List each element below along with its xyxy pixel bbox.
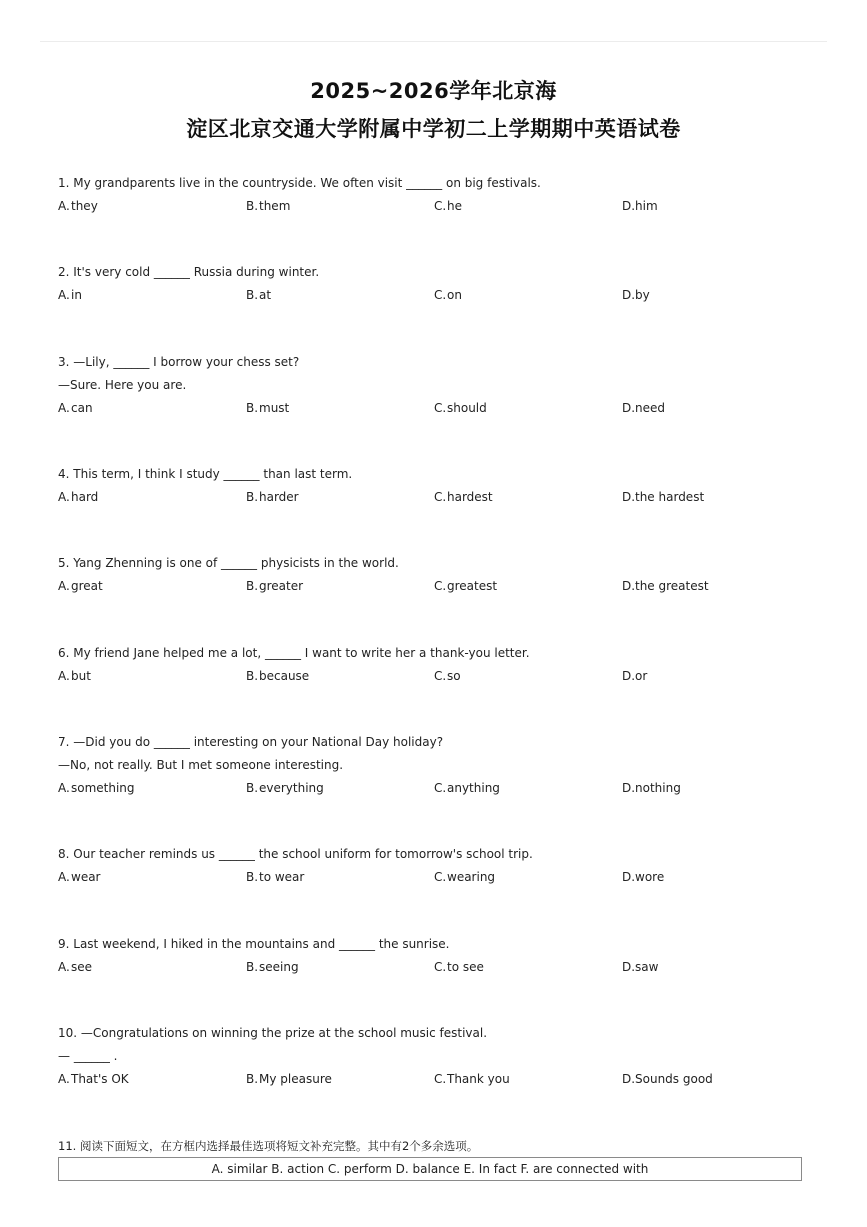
option-text: the hardest (635, 490, 705, 504)
option-text: wore (635, 870, 665, 884)
option-text: Sounds good (635, 1072, 713, 1086)
option-text: wearing (447, 870, 496, 884)
question-stem: 4. This term, I think I study ______ than last term. (58, 467, 353, 481)
option-d[interactable] (622, 1068, 713, 1091)
options-row (58, 486, 818, 509)
question-6 (58, 642, 818, 688)
options-row (58, 1068, 818, 1091)
option-key: D. (622, 960, 636, 974)
option-key: A. (58, 960, 70, 974)
option-text: wear (71, 870, 101, 884)
option-b[interactable] (246, 777, 324, 800)
question-stem: 5. Yang Zhenning is one of ______ physicists in the world. (58, 556, 399, 570)
question-7 (58, 731, 818, 800)
option-key: C. (434, 960, 447, 974)
option-b[interactable] (246, 195, 290, 218)
options-row (58, 195, 818, 218)
question-stem: 2. It's very cold ______ Russia during winter. (58, 265, 320, 279)
options-row (58, 397, 818, 420)
option-text: but (71, 669, 91, 683)
question-stem: 8. Our teacher reminds us ______ the school uniform for tomorrow's school trip. (58, 847, 533, 861)
option-key: D. (622, 401, 636, 415)
option-key: D. (622, 781, 636, 795)
option-key: C. (434, 870, 447, 884)
question-10 (58, 1022, 818, 1091)
option-text: saw (635, 960, 659, 974)
option-text: great (71, 579, 103, 593)
option-d[interactable] (622, 777, 681, 800)
option-text: him (635, 199, 658, 213)
option-a[interactable] (58, 956, 92, 979)
question-stem: 6. My friend Jane helped me a lot, ______ I want to write her a thank-you letter. (58, 646, 530, 660)
option-b[interactable] (246, 1068, 332, 1091)
options-row (58, 665, 818, 688)
option-c[interactable] (434, 195, 462, 218)
option-key: A. (58, 669, 70, 683)
option-c[interactable] (434, 866, 495, 889)
question-stem: — ______ . (58, 1049, 118, 1063)
option-key: D. (622, 199, 636, 213)
question-stem: 1. My grandparents live in the countryside. We often visit ______ on big festivals. (58, 176, 541, 190)
option-text: hardest (447, 490, 493, 504)
option-c[interactable] (434, 397, 487, 420)
question-9 (58, 933, 818, 979)
option-d[interactable] (622, 866, 664, 889)
question-stem: 10. —Congratulations on winning the prize at the school music festival. (58, 1026, 488, 1040)
option-a[interactable] (58, 397, 93, 420)
option-b[interactable] (246, 486, 299, 509)
option-key: D. (622, 669, 636, 683)
option-c[interactable] (434, 284, 462, 307)
option-b[interactable] (246, 284, 271, 307)
option-text: the greatest (635, 579, 709, 593)
option-text: so (447, 669, 461, 683)
option-text: on (447, 288, 462, 302)
option-a[interactable] (58, 486, 98, 509)
option-a[interactable] (58, 1068, 129, 1091)
option-text: them (259, 199, 291, 213)
option-key: A. (58, 288, 70, 302)
option-key: A. (58, 579, 70, 593)
option-key: B. (246, 781, 259, 795)
top-divider (40, 41, 827, 42)
option-key: B. (246, 870, 259, 884)
option-d[interactable] (622, 665, 647, 688)
option-key: C. (434, 288, 447, 302)
option-c[interactable] (434, 777, 500, 800)
question-stem: 7. —Did you do ______ interesting on your National Day holiday? (58, 735, 444, 749)
option-a[interactable] (58, 866, 100, 889)
option-text: harder (259, 490, 299, 504)
option-a[interactable] (58, 195, 98, 218)
option-key: B. (246, 490, 259, 504)
option-text: greatest (447, 579, 498, 593)
option-text: they (71, 199, 98, 213)
option-text: nothing (635, 781, 681, 795)
question-3 (58, 351, 818, 420)
option-key: B. (246, 579, 259, 593)
question-2 (58, 261, 818, 307)
option-b[interactable] (246, 397, 289, 420)
option-text: or (635, 669, 648, 683)
option-key: B. (246, 199, 259, 213)
option-key: C. (434, 401, 447, 415)
page-title-line2: 淀区北京交通大学附属中学初二上学期期中英语试卷 (186, 117, 681, 141)
option-d[interactable] (622, 956, 658, 979)
option-key: A. (58, 870, 70, 884)
option-key: B. (246, 1072, 259, 1086)
option-c[interactable] (434, 575, 497, 598)
option-key: A. (58, 199, 70, 213)
option-key: D. (622, 579, 636, 593)
question-stem: —No, not really. But I met someone interesting. (58, 758, 344, 772)
option-text: should (447, 401, 487, 415)
option-b[interactable] (246, 575, 303, 598)
option-a[interactable] (58, 284, 82, 307)
option-key: C. (434, 490, 447, 504)
option-a[interactable] (58, 777, 135, 800)
option-key: D. (622, 1072, 636, 1086)
option-key: A. (58, 490, 70, 504)
question-8 (58, 843, 818, 889)
options-row (58, 284, 818, 307)
option-text: something (71, 781, 135, 795)
question-stem: 9. Last weekend, I hiked in the mountains and ______ the sunrise. (58, 937, 450, 951)
option-text: anything (447, 781, 500, 795)
option-key: C. (434, 669, 447, 683)
option-c[interactable] (434, 486, 493, 509)
option-d[interactable] (622, 397, 665, 420)
option-key: D. (622, 490, 636, 504)
option-text: in (71, 288, 82, 302)
option-key: D. (622, 288, 636, 302)
options-row (58, 575, 818, 598)
option-d[interactable] (622, 284, 650, 307)
option-text: because (259, 669, 310, 683)
option-d[interactable] (622, 575, 709, 598)
option-d[interactable] (622, 195, 658, 218)
option-text: must (259, 401, 290, 415)
option-text: seeing (259, 960, 299, 974)
option-text: to wear (259, 870, 305, 884)
option-key: B. (246, 960, 259, 974)
option-d[interactable] (622, 486, 704, 509)
option-key: A. (58, 401, 70, 415)
option-b[interactable] (246, 665, 309, 688)
option-text: Thank you (447, 1072, 510, 1086)
option-key: B. (246, 401, 259, 415)
option-key: B. (246, 288, 259, 302)
option-key: C. (434, 579, 447, 593)
option-text: need (635, 401, 665, 415)
option-text: everything (259, 781, 324, 795)
option-text: see (71, 960, 93, 974)
option-b[interactable] (246, 866, 304, 889)
option-text: can (71, 401, 93, 415)
question-stem: —Sure. Here you are. (58, 378, 187, 392)
options-row (58, 777, 818, 800)
option-key: B. (246, 669, 259, 683)
option-text: he (447, 199, 462, 213)
options-row (58, 956, 818, 979)
option-key: C. (434, 1072, 447, 1086)
page-title-line1: 2025~2026学年北京海 (310, 79, 557, 103)
option-key: C. (434, 781, 447, 795)
question-5 (58, 552, 818, 598)
option-key: D. (622, 870, 636, 884)
option-text: by (635, 288, 650, 302)
option-key: C. (434, 199, 447, 213)
option-key: A. (58, 1072, 70, 1086)
question-stem: 3. —Lily, ______ I borrow your chess set? (58, 355, 300, 369)
option-c[interactable] (434, 1068, 510, 1091)
option-a[interactable] (58, 665, 91, 688)
option-text: greater (259, 579, 304, 593)
options-row (58, 866, 818, 889)
question-4 (58, 463, 818, 509)
question-1 (58, 172, 818, 218)
word-bank-box: A. similar B. action C. perform D. balance E. In fact F. are connected with (58, 1157, 802, 1181)
option-a[interactable] (58, 575, 103, 598)
option-b[interactable] (246, 956, 299, 979)
option-text: That's OK (71, 1072, 129, 1086)
option-text: hard (71, 490, 99, 504)
option-c[interactable] (434, 665, 461, 688)
option-c[interactable] (434, 956, 484, 979)
option-text: to see (447, 960, 484, 974)
option-text: My pleasure (259, 1072, 332, 1086)
question-11-instruction: 11. 阅读下面短文，在方框内选择最佳选项将短文补充完整。其中有2个多余选项。 (58, 1139, 479, 1153)
option-text: at (259, 288, 272, 302)
option-key: A. (58, 781, 70, 795)
